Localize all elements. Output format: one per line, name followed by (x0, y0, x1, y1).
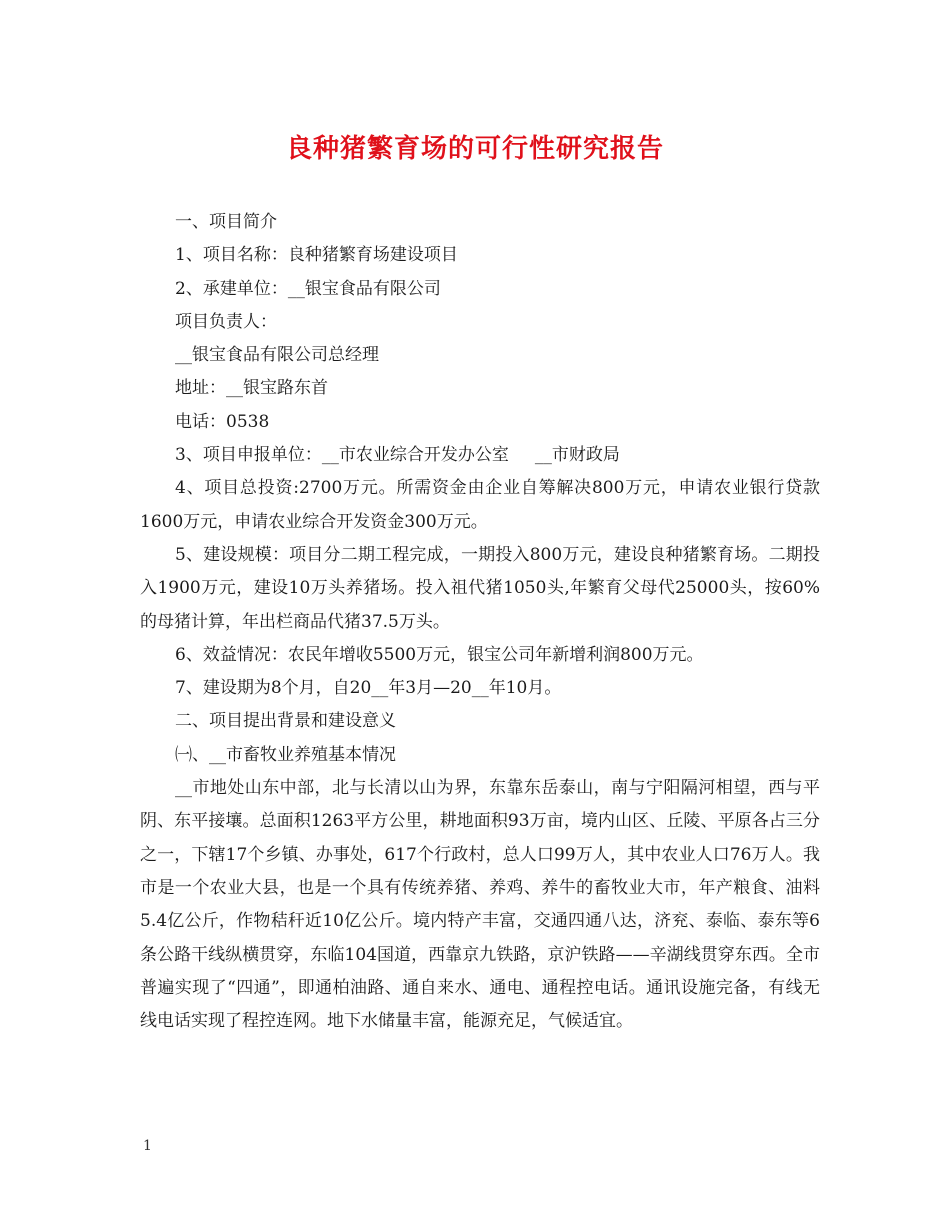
subsection-heading: ㈠、__市畜牧业养殖基本情况 (175, 744, 396, 765)
benefit-line: 6、效益情况：农民年增收5500万元，银宝公司年新增利润800万元。 (175, 644, 704, 665)
applicant-line (140, 439, 820, 472)
project-lead-label: 项目负责人： (175, 311, 277, 332)
applicant-primary: 3、项目申报单位：__市农业综合开发办公室 (175, 445, 509, 466)
investment-paragraph: 4、项目总投资:2700万元。所需资金由企业自筹解决800万元，申请农业银行贷款1600万元，申请农业综合开发资金300万元。 (140, 478, 820, 532)
contractor-line: 2、承建单位：__银宝食品有限公司 (175, 278, 441, 299)
project-name-line: 1、项目名称：良种猪繁育场建设项目 (175, 245, 458, 266)
section-heading-2: 二、项目提出背景和建设意义 (175, 711, 396, 732)
document-body (140, 206, 820, 1038)
period-line: 7、建设期为8个月，自20__年3月—20__年10月。 (175, 678, 562, 699)
phone-line: 电话：0538 (175, 411, 270, 432)
page-number: 1 (143, 1138, 152, 1154)
background-paragraph: __市地处山东中部，北与长清以山为界，东靠东岳泰山，南与宁阳隔河相望，西与平阴、东平接壤。总面积1263平方公里，耕地面积93万亩，境内山区、丘陵、平原各占三分之一，下辖17个乡镇、办事处，617个行政村，总人口99万人，其中农业人口76万人。我市是一个农业大县，也是一个具有传统养猪、养鸡、养牛的畜牧业大市，年产粮食、油料5.4亿公斤，作物秸秆近10亿公斤。境内特产丰富，交通四通八达，济兖、泰临、泰东等6条公路干线纵横贯穿，东临104国道，西靠京九铁路，京沪铁路——辛湖线贯穿东西。全市普遍实现了“四通”，即通柏油路、通自来水、通电、通程控电话。通讯设施完备，有线无线电话实现了程控连网。地下水储量丰富，能源充足，气候适宜。 (140, 778, 820, 1032)
applicant-secondary: __市财政局 (534, 445, 620, 466)
scale-paragraph: 5、建设规模：项目分二期工程完成，一期投入800万元，建设良种猪繁育场。二期投入1900万元，建设10万头养猪场。投入祖代猪1050头,年繁育父母代25000头，按60%的母猪计算，年出栏商品代猪37.5万头。 (140, 544, 820, 632)
section-heading-1: 一、项目简介 (175, 212, 277, 232)
address-line: 地址：__银宝路东首 (175, 378, 328, 399)
project-lead-value: __银宝食品有限公司总经理 (175, 345, 379, 366)
document-title: 良种猪繁育场的可行性研究报告 (285, 134, 664, 164)
